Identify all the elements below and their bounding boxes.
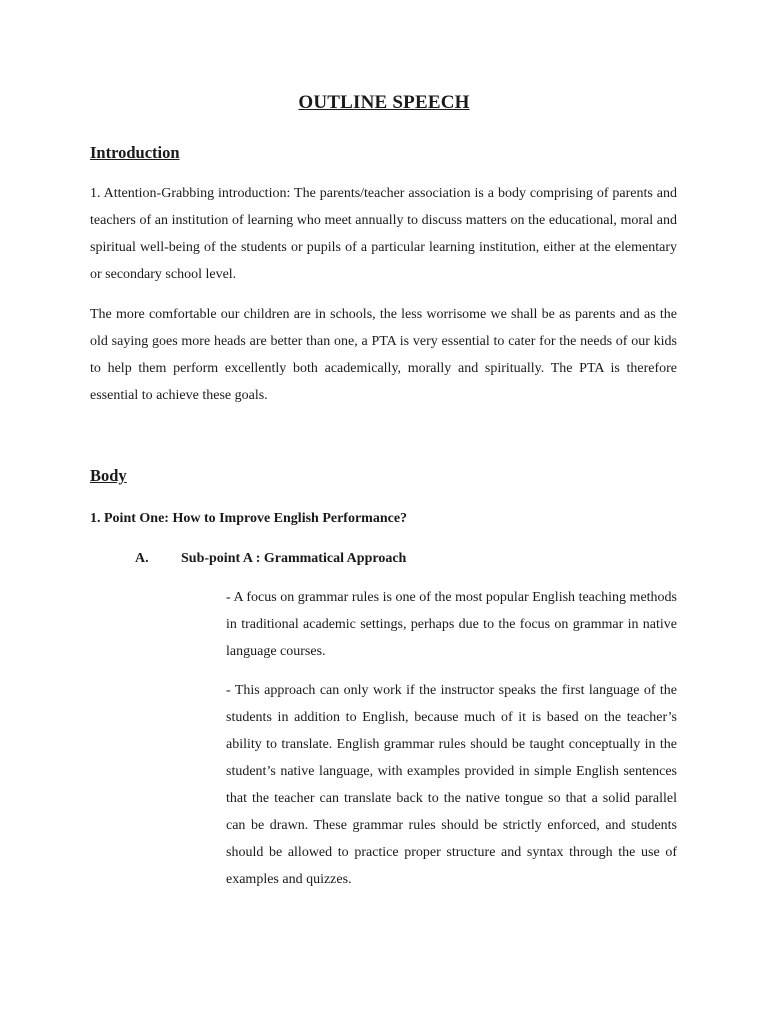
point-one-heading: 1. Point One: How to Improve English Performance? (90, 511, 408, 526)
body-heading: Body (90, 466, 127, 485)
subpoint-a-title: Sub-point A : Grammatical Approach (181, 551, 407, 566)
subpoint-a-paragraph-1: - A focus on grammar rules is one of the most popular English teaching methods in traditional academic settings, perhaps due to the focus on grammar in native language courses. (226, 590, 677, 659)
introduction-paragraph-2: The more comfortable our children are in schools, the less worrisome we shall be as parents and as the old saying goes more heads are better than one, a PTA is very essential to cater for the needs of our kids to help them perform excellently both academically, morally and spiritually. The PTA is therefore essential to achieve these goals. (90, 307, 677, 403)
subpoint-a-marker: A. (135, 551, 149, 566)
introduction-paragraph-1: 1. Attention-Grabbing introduction: The parents/teacher association is a body comprising of parents and teachers of an institution of learning who meet annually to discuss matters on the educational, moral and spiritual well-being of the students or pupils of a particular learning institution, either at the elementary or secondary school level. (90, 186, 677, 282)
introduction-heading: Introduction (90, 143, 180, 162)
subpoint-a-paragraph-2: - This approach can only work if the instructor speaks the first language of the students in addition to English, because much of it is based on the teacher’s ability to translate. English grammar rules should be taught conceptually in the student’s native language, with examples provided in simple English sentences that the teacher can translate back to the native tongue so that a solid parallel can be drawn. These grammar rules should be strictly enforced, and students should be allowed to practice proper structure and syntax through the use of examples and quizzes. (226, 683, 677, 887)
document-title: OUTLINE SPEECH (298, 92, 470, 113)
